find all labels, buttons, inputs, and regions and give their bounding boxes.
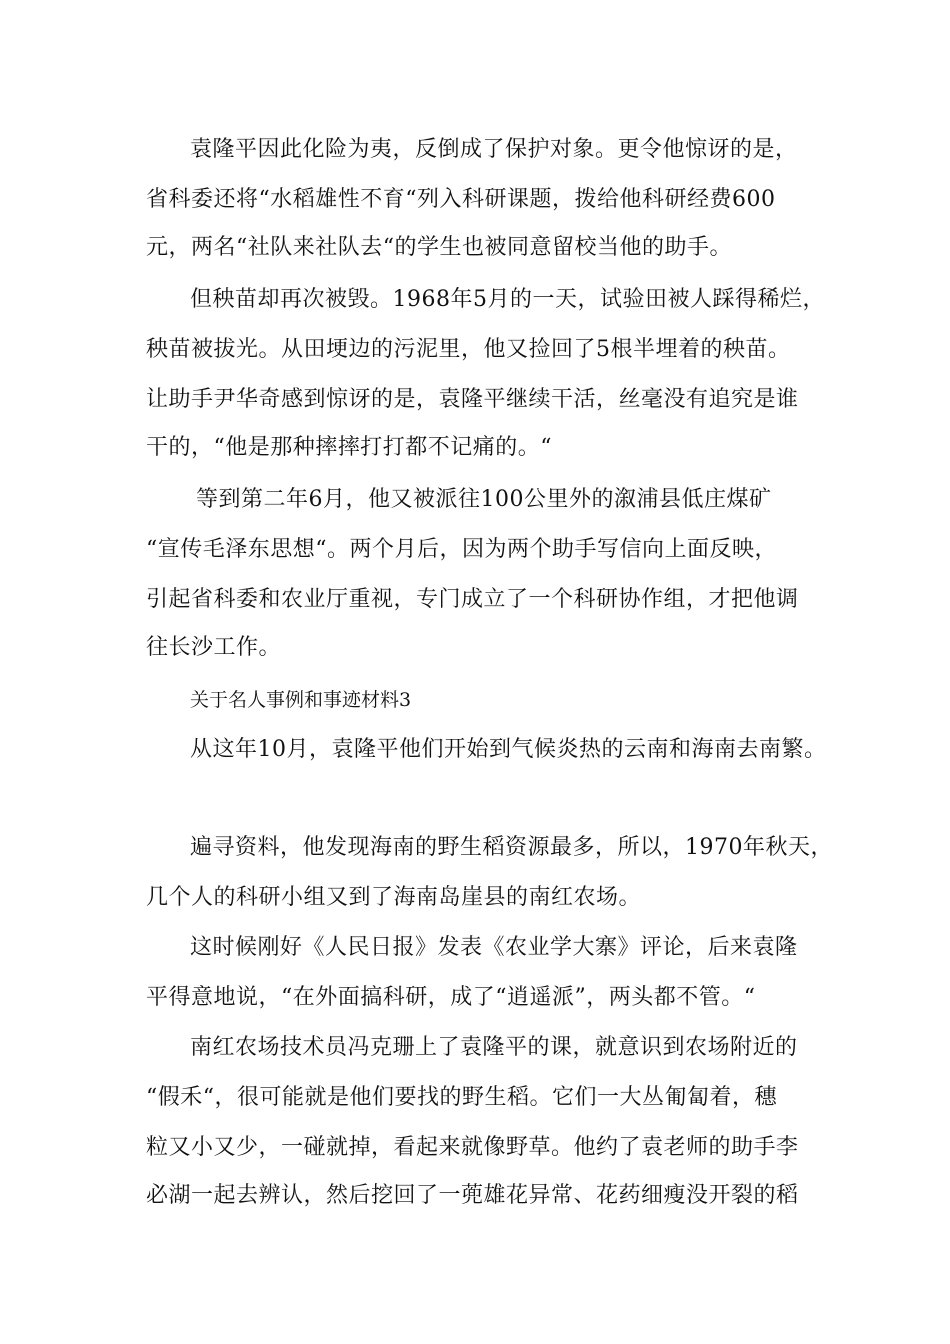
text-line: 秧苗被拔光。从田埂边的污泥里，他又捡回了5根半埋着的秧苗。 (146, 337, 791, 362)
text-line: 往长沙工作。 (146, 635, 282, 660)
text-line: 这时候刚好《人民日报》发表《农业学大寨》评论，后来袁隆 (190, 935, 798, 960)
text-line: 必湖一起去辨认，然后挖回了一蔸雄花异常、花药细瘦没开裂的稻 (146, 1183, 799, 1208)
text-line: 引起省科委和农业厅重视，专门成立了一个科研协作组，才把他调 (146, 587, 799, 612)
text-line: 等到第二年6月，他又被派往100公里外的溆浦县低庄煤矿 (196, 487, 772, 512)
text-line: 几个人的科研小组又到了海南岛崖县的南红农场。 (146, 885, 642, 910)
text-line: 南红农场技术员冯克珊上了袁隆平的课，就意识到农场附近的 (190, 1035, 798, 1060)
text-line: 袁隆平因此化险为夷，反倒成了保护对象。更令他惊讶的是， (190, 137, 798, 162)
text-line: 平得意地说，“在外面搞科研，成了“逍遥派”，两头都不管。“ (146, 985, 756, 1010)
section-heading: 关于名人事例和事迹材料3 (190, 689, 412, 711)
text-line: 从这年10月，袁隆平他们开始到气候炎热的云南和海南去南繁。 (190, 737, 827, 762)
text-line: “宣传毛泽东思想“。两个月后，因为两个助手写信向上面反映， (146, 537, 777, 562)
text-line: “假禾“，很可能就是他们要找的野生稻。它们一大丛匍匐着，穗 (146, 1085, 777, 1110)
text-line: 粒又小又少，一碰就掉，看起来就像野草。他约了袁老师的助手李 (146, 1135, 799, 1160)
text-line: 让助手尹华奇感到惊讶的是，袁隆平继续干活，丝毫没有追究是谁 (146, 387, 799, 412)
text-line: 省科委还将“水稻雄性不育“列入科研课题，拨给他科研经费600 (146, 187, 776, 212)
text-line: 元，两名“社队来社队去“的学生也被同意留校当他的助手。 (146, 235, 732, 260)
text-line: 干的，“他是那种摔摔打打都不记痛的。“ (146, 435, 552, 460)
text-line: 遍寻资料，他发现海南的野生稻资源最多，所以，1970年秋天， (190, 835, 833, 860)
text-line: 但秧苗却再次被毁。1968年5月的一天，试验田被人踩得稀烂， (190, 287, 825, 312)
